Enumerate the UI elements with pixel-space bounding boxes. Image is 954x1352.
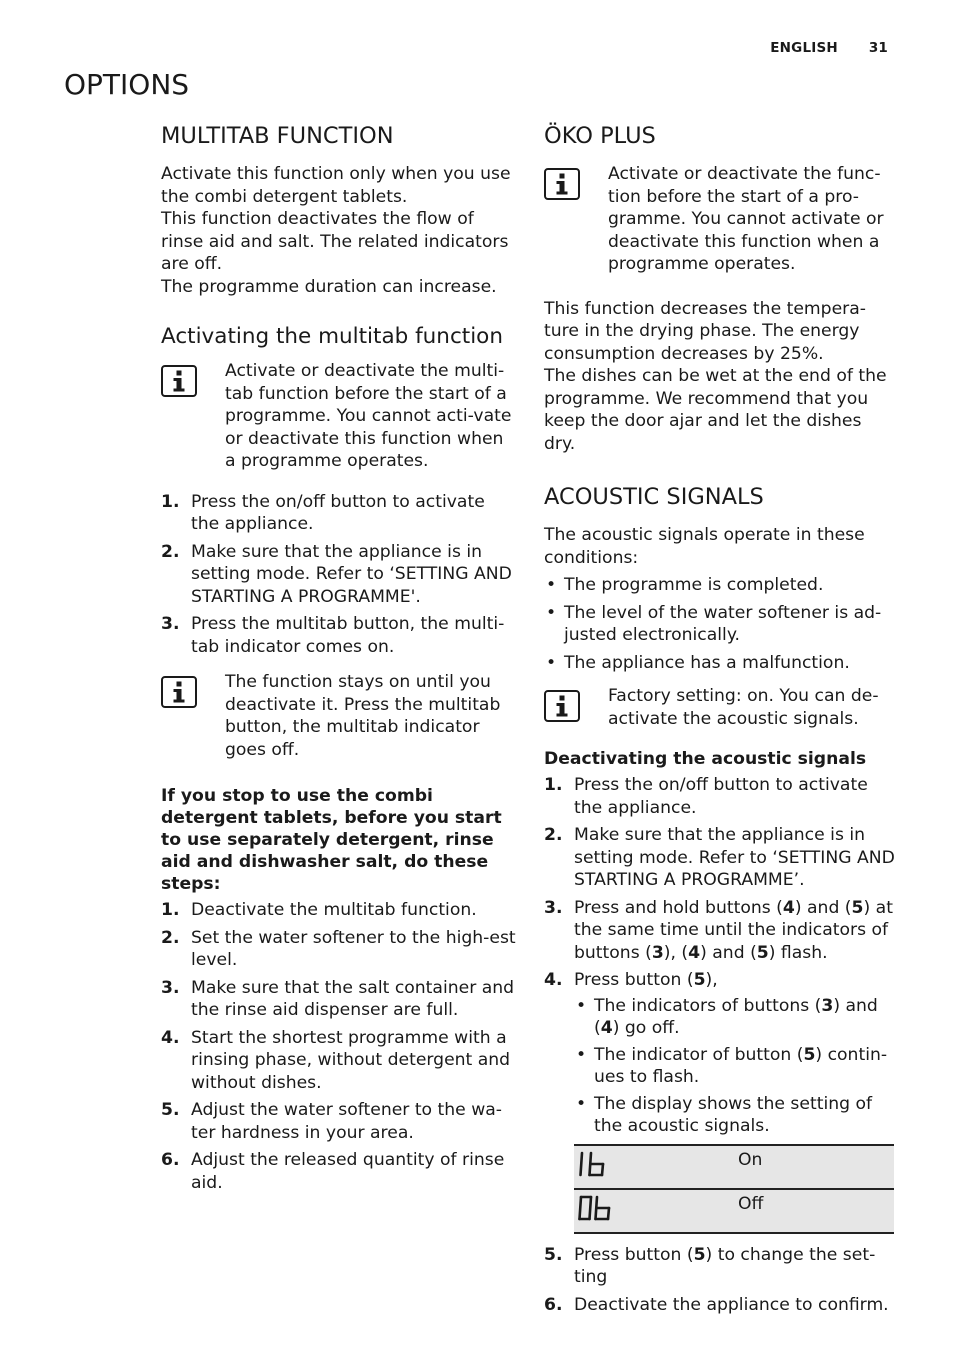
setting-value: On (738, 1145, 894, 1189)
acoustic-heading: ACOUSTIC SIGNALS (544, 484, 764, 510)
list-item: 5. Press button (5) to change the set-ting (544, 1244, 876, 1287)
header-language: ENGLISH (770, 40, 838, 56)
deactivating-heading: Deactivating the acoustic signals (544, 749, 867, 769)
page-header (744, 40, 888, 56)
list-item: • The appliance has a malfunction. (544, 652, 896, 675)
list-item: 2. Make sure that the appliance is in setting mode. Refer to ‘SETTING AND STARTING A PROGRAMME'. (161, 541, 512, 607)
table-row (574, 1145, 894, 1189)
setting-value: Off (738, 1189, 894, 1233)
note-text: The function stays on until you deactivate it. Press the multitab button, the multitab indicator goes off. (225, 672, 501, 760)
activating-steps (161, 491, 516, 659)
info-icon (544, 690, 580, 722)
table-row (574, 1189, 894, 1233)
oko-body-2: The dishes can be wet at the end of the programme. We recommend that you keep the door ajar and let the dishes dry. (544, 366, 887, 454)
note-text: Activate or deactivate the func-tion before the start of a pro-gramme. You cannot activate or deactivate this function when a programme operates. (608, 164, 884, 274)
deactivating-steps-continued (544, 1244, 896, 1317)
acoustic-conditions (544, 574, 896, 674)
seven-segment-1b-icon (576, 1150, 608, 1178)
list-item: 6. Deactivate the appliance to confirm. (544, 1294, 889, 1315)
note-text: Factory setting: on. You can de-activate the acoustic signals. (608, 686, 879, 729)
list-item: 3. Press the multitab button, the multi-tab indicator comes on. (161, 614, 505, 657)
info-icon (161, 365, 197, 397)
list-item: 5. Adjust the water softener to the wa-ter hardness in your area. (161, 1100, 503, 1143)
list-item: • The programme is completed. (544, 574, 896, 597)
list-item: 3. Make sure that the salt container and the rinse aid dispenser are full. (161, 977, 515, 1020)
oko-heading: ÖKO PLUS (544, 123, 656, 149)
list-item: 3. Press and hold buttons (4) and (5) at the same time until the indicators of buttons (3), (4) and (5) flash. (544, 897, 893, 963)
activating-heading: Activating the multitab function (161, 324, 503, 349)
info-note (544, 163, 896, 276)
list-item: 1. Press the on/off button to activate the appliance. (544, 775, 868, 818)
oko-body-1: This function decreases the tempera-ture in the drying phase. The energy consumption decreases by 25%. (544, 298, 866, 364)
step4-sublist (574, 995, 896, 1138)
multitab-intro-3: The programme duration can increase. (161, 276, 497, 297)
multitab-intro-2: This function deactivates the flow of rinse aid and salt. The related indicators are off. (161, 209, 509, 274)
list-item: 2. Make sure that the appliance is in setting mode. Refer to ‘SETTING AND STARTING A PROGRAMME’. (544, 825, 895, 890)
info-note (161, 360, 516, 473)
list-item: 4. Press button (5), • The indicators of buttons (3) and (4) go off. • The indicator of button (5) contin-ues to flash. • The display shows the setting of the acoustic signals. (544, 969, 896, 1138)
page-title: OPTIONS (64, 68, 190, 101)
list-item: • The indicators of buttons (3) and (4) go off. (574, 995, 896, 1040)
seven-segment-0b-icon (576, 1194, 614, 1222)
stop-heading: If you stop to use the combi detergent tablets, before you start to use separately detergent, rinse aid and dishwasher salt, do these steps: (161, 786, 502, 894)
acoustic-settings-table (574, 1144, 894, 1234)
left-column (161, 118, 516, 1199)
list-item: • The display shows the setting of the acoustic signals. (574, 1093, 896, 1138)
list-item: 6. Adjust the released quantity of rinse aid. (161, 1150, 505, 1193)
multitab-intro-1: Activate this function only when you use the combi detergent tablets. (161, 164, 511, 207)
info-icon (544, 168, 580, 200)
deactivating-steps (544, 774, 896, 1138)
display-cell (574, 1189, 738, 1233)
multitab-heading: MULTITAB FUNCTION (161, 123, 394, 149)
list-item: 1. Deactivate the multitab function. (161, 900, 477, 920)
list-item: 4. Start the shortest programme with a rinsing phase, without detergent and without dishes. (161, 1027, 511, 1093)
acoustic-intro: The acoustic signals operate in these conditions: (544, 525, 865, 568)
list-item: • The level of the water softener is ad-justed electronically. (544, 602, 896, 647)
note-text: Activate or deactivate the multi-tab function before the start of a programme. You cannot acti-vate or deactivate this function when a programme operates. (225, 361, 512, 471)
list-item: • The indicator of button (5) contin-ues to flash. (574, 1044, 896, 1089)
display-cell (574, 1145, 738, 1189)
header-page-number: 31 (868, 40, 888, 56)
info-note (544, 685, 896, 730)
list-item: 2. Set the water softener to the high-est level. (161, 927, 516, 970)
info-icon (161, 676, 197, 708)
info-note (161, 671, 516, 761)
right-column (544, 118, 896, 1321)
list-item: 1. Press the on/off button to activate the appliance. (161, 491, 485, 534)
stop-steps (161, 899, 516, 1194)
